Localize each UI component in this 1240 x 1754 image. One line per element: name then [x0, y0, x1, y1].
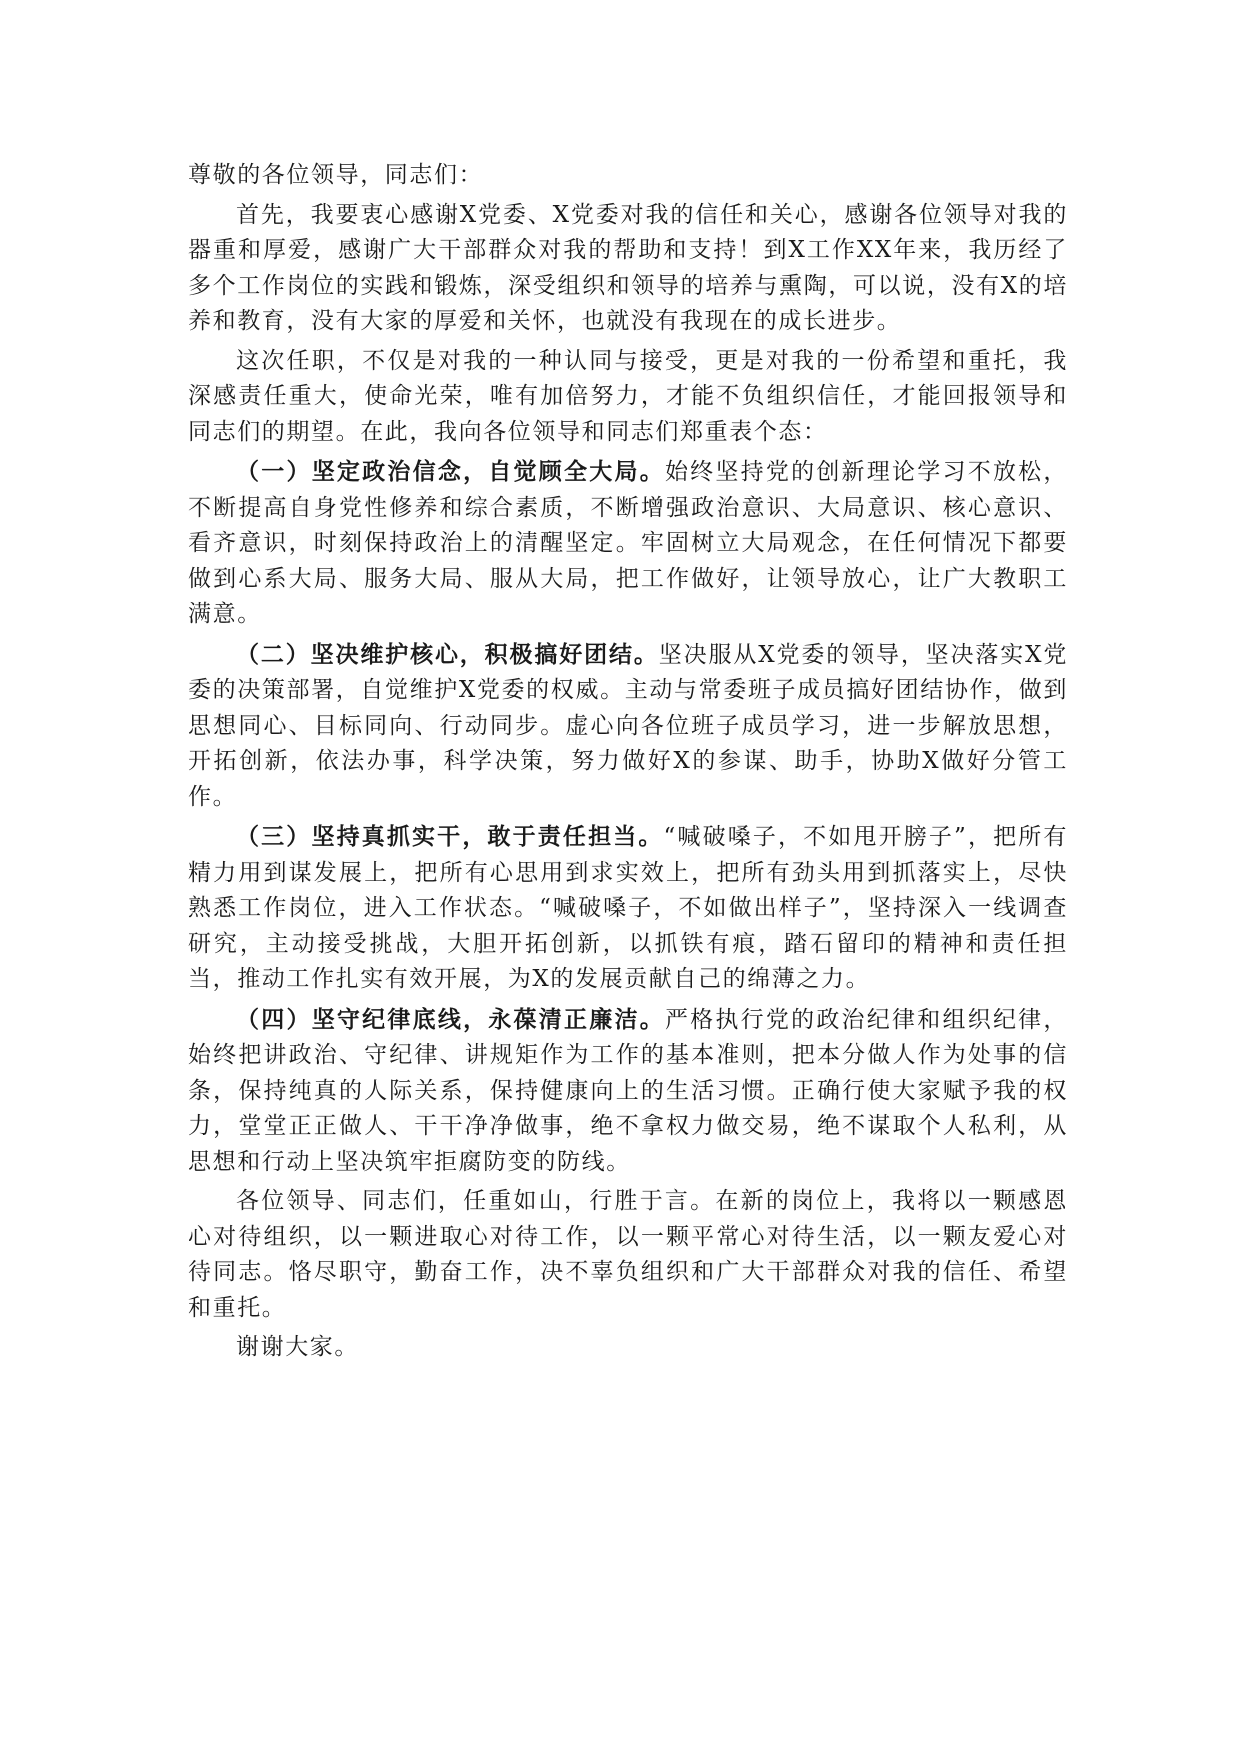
- section-body: 始终坚持党的创新理论学习不放松，不断提高自身党性修养和综合素质，不断增强政治意识、大局意识、核心意识、看齐意识，时刻保持政治上的清醒坚定。牢固树立大局观念，在任何情况下都要做到心系大局、服务大局、服从大局，把工作做好，让领导放心，让广大教职工满意。: [188, 459, 1069, 627]
- closing-thanks: 谢谢大家。: [236, 1334, 359, 1360]
- paragraph-gratitude: 首先，我要衷心感谢X党委、X党委对我的信任和关心，感谢各位领导对我的器重和厚爱，感谢广大干部群众对我的帮助和支持！到X工作XX年来，我历经了多个工作岗位的实践和锻炼，深受组织和领导的培养与熏陶，可以说，没有X的培养和教育，没有大家的厚爱和关怀，也就没有我现在的成长进步。: [188, 201, 1068, 334]
- speech-text: [188, 158, 1068, 1370]
- section-heading: （二）坚决维护核心，积极搞好团结。: [236, 640, 659, 668]
- section-political-belief: [188, 454, 1068, 633]
- salutation: 尊敬的各位领导，同志们：: [188, 162, 484, 188]
- section-heading: （三）坚持真抓实干，敢于责任担当。: [236, 823, 664, 850]
- section-heading: （一）坚定政治信念，自觉顾全大局。: [236, 458, 665, 485]
- section-body: 严格执行党的政治纪律和组织纪律，始终把讲政治、守纪律、讲规矩作为工作的基本准则，把本分做人作为处事的信条，保持纯真的人际关系，保持健康向上的生活习惯。正确行使大家赋予我的权力，堂堂正正做人、干干净净做事，绝不拿权力做交易，绝不谋取个人私利，从思想和行动上坚决筑牢拒腐防变的防线。: [188, 1006, 1069, 1175]
- section-discipline: [188, 1002, 1068, 1181]
- section-body: “喊破嗓子，不如甩开膀子”，把所有精力用到谋发展上，把所有心思用到求实效上，把所有劲头用到抓落实上，尽快熟悉工作岗位，进入工作状态。“喊破嗓子，不如做出样子”，坚持深入一线调查研究，主动接受挑战，大胆开拓创新，以抓铁有痕，踏石留印的精神和责任担当，推动工作扎实有效开展，为X的发展贡献自己的绵薄之力。: [188, 824, 1068, 992]
- paragraph-commitment-intro: 这次任职，不仅是对我的一种认同与接受，更是对我的一份希望和重托，我深感责任重大，使命光荣，唯有加倍努力，才能不负组织信任，才能回报领导和同志们的期望。在此，我向各位领导和同志们郑重表个态：: [188, 347, 1068, 445]
- section-body: 坚决服从X党委的领导，坚决落实X党委的决策部署，自觉维护X党委的权威。主动与常委班子成员搞好团结协作，做到思想同心、目标同向、行动同步。虚心向各位班子成员学习，进一步解放思想，开拓创新，依法办事，科学决策，努力做好X的参谋、助手，协助X做好分管工作。: [188, 641, 1069, 810]
- section-responsibility: [188, 819, 1068, 998]
- paragraph-closing: 各位领导、同志们，任重如山，行胜于言。在新的岗位上，我将以一颗感恩心对待组织，以一颗进取心对待工作，以一颗平常心对待生活，以一颗友爱心对待同志。恪尽职守，勤奋工作，决不辜负组织和广大干部群众对我的信任、希望和重托。: [188, 1188, 1068, 1321]
- section-heading: （四）坚守纪律底线，永葆清正廉洁。: [236, 1005, 665, 1033]
- section-unity: [188, 637, 1068, 816]
